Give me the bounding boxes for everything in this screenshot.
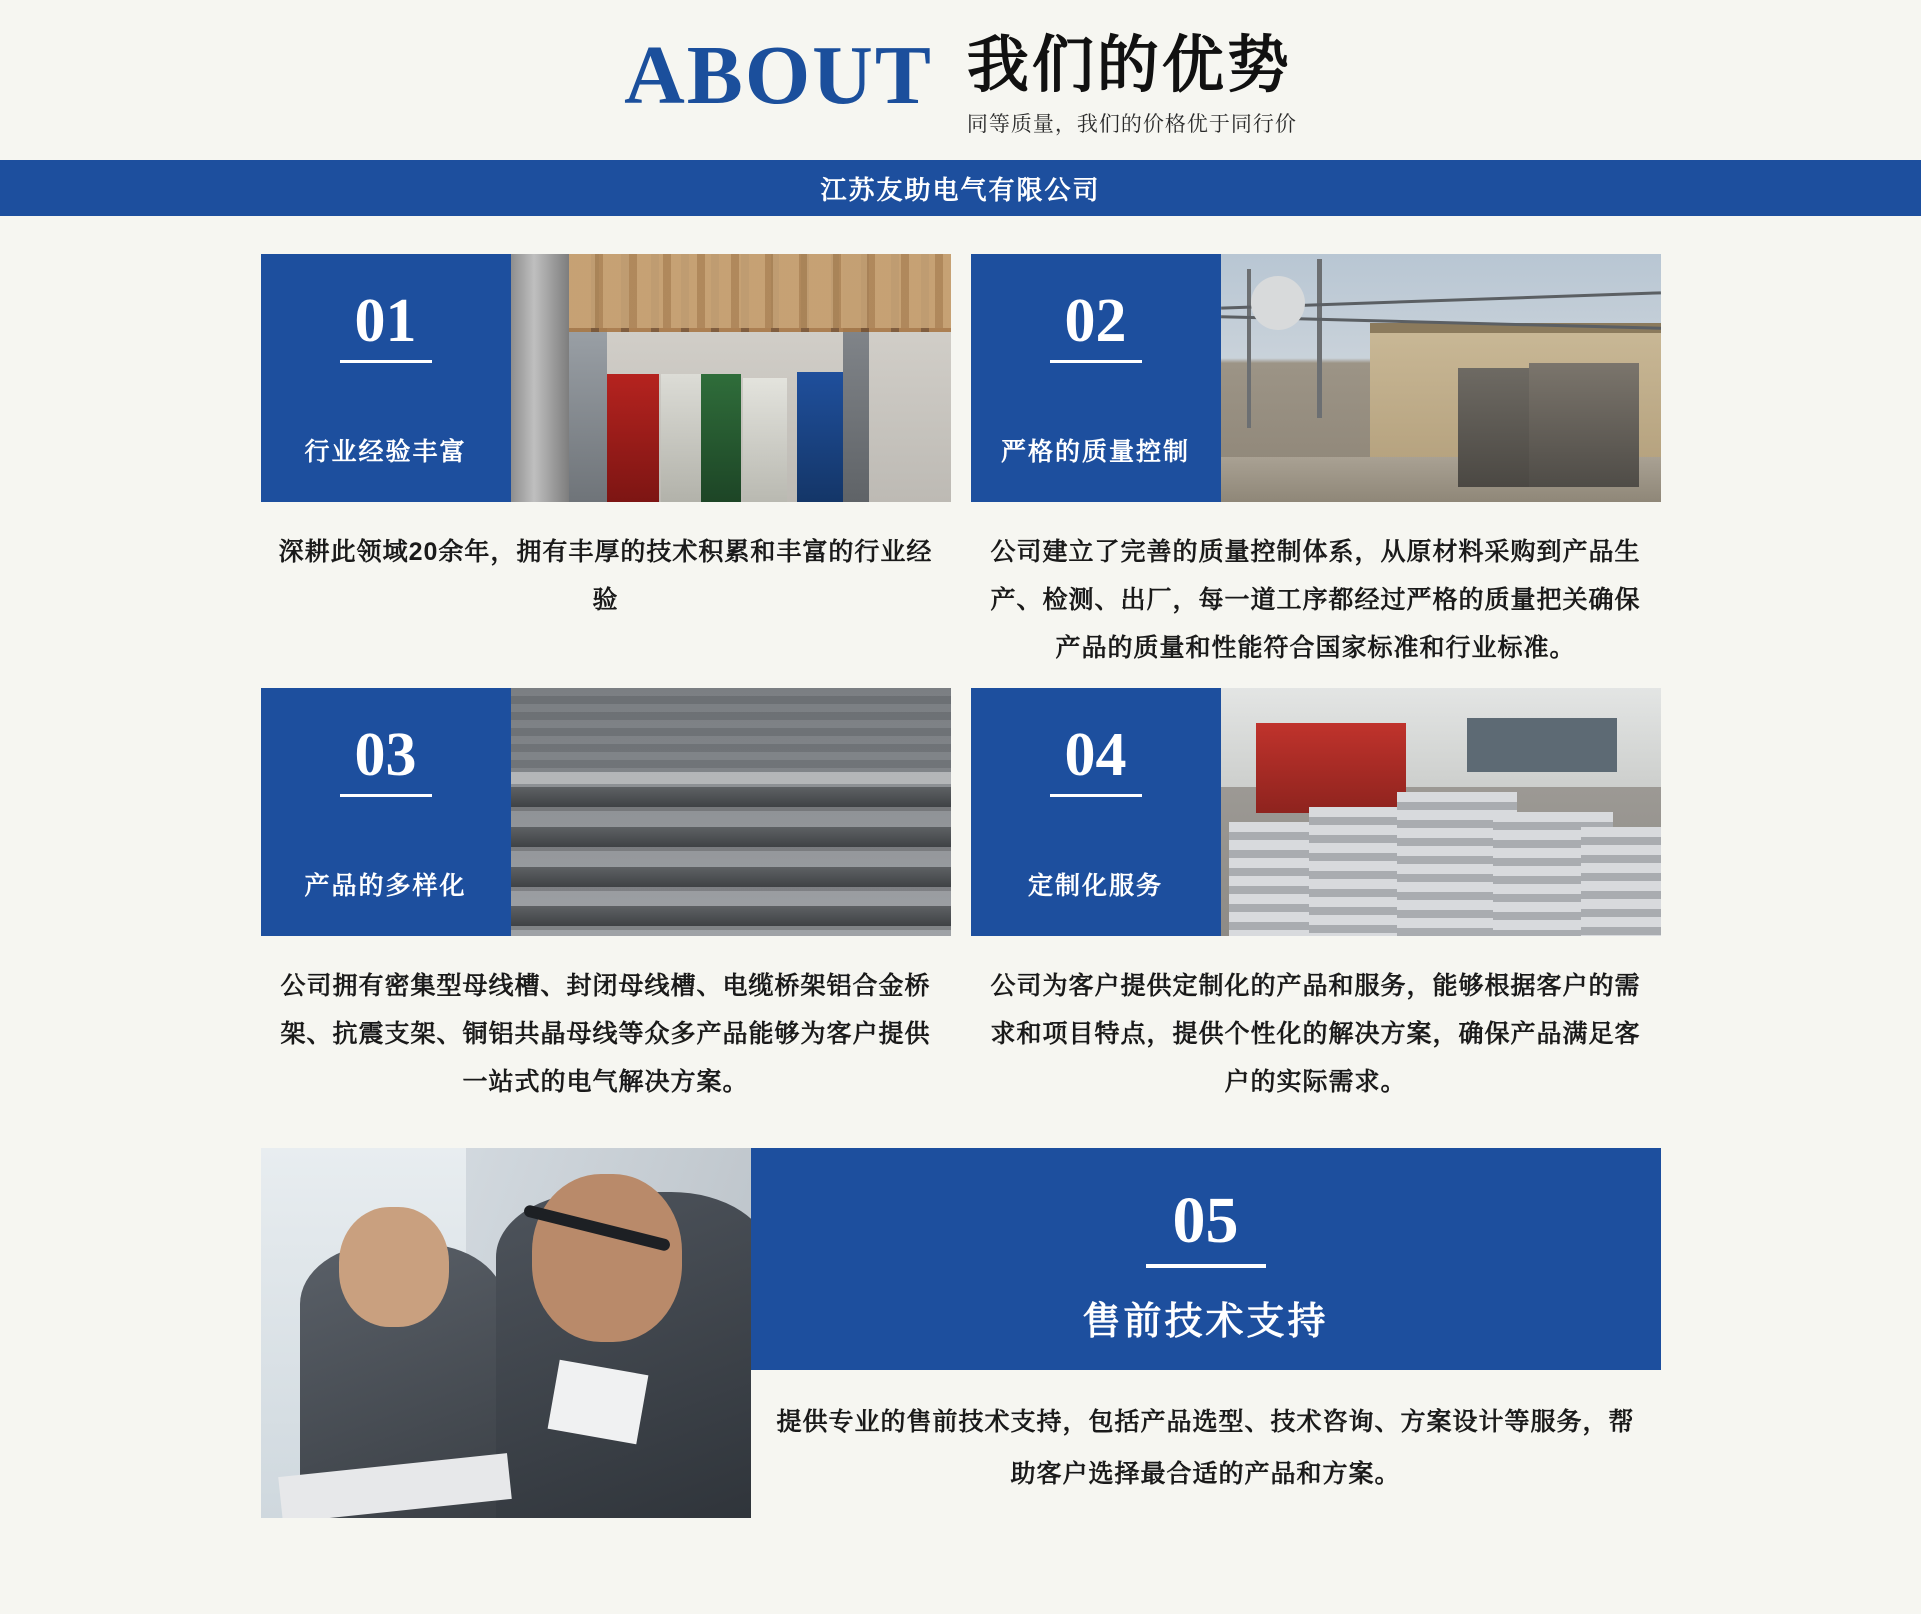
- header-about-en: ABOUT: [624, 29, 933, 122]
- card-media: [971, 688, 1661, 936]
- card-badge-title: 行业经验丰富: [304, 438, 467, 466]
- advantage-cards-grid: [261, 254, 1661, 1122]
- card-badge-title: 产品的多样化: [304, 872, 467, 900]
- page-title: 我们的优势: [966, 31, 1292, 100]
- card-number-rule: [1050, 360, 1142, 363]
- page-subtitle: 同等质量，我们的价格优于同行价: [966, 113, 1297, 136]
- card-description: 公司建立了完善的质量控制体系，从原材料采购到产品生产、检测、出厂，每一道工序都经过严格的质量把关确保产品的质量和性能符合国家标准和行业标准。: [990, 538, 1641, 662]
- card-number: 01: [354, 287, 417, 355]
- substation-photo: [1221, 254, 1661, 502]
- advantage-card: [261, 688, 951, 1122]
- card-number: 05: [1172, 1183, 1239, 1257]
- card-number-rule: [340, 794, 432, 797]
- advantage-card-five: [261, 1148, 1661, 1518]
- company-name-bar: [0, 160, 1921, 216]
- company-name: 江苏友助电气有限公司: [820, 174, 1101, 205]
- card-badge: [971, 254, 1221, 502]
- header-inner: [624, 22, 1297, 138]
- busbar-joint-photo: [511, 254, 951, 502]
- call-center-support-photo: [261, 1148, 751, 1518]
- warehouse-pallets-photo: [1221, 688, 1661, 936]
- page-header: [0, 0, 1921, 160]
- card-number: 03: [354, 721, 417, 789]
- card-media: [261, 688, 951, 936]
- card-badge-title: 定制化服务: [1027, 872, 1163, 900]
- card-badge: [971, 688, 1221, 936]
- card-number-rule: [340, 360, 432, 363]
- card-badge: [261, 254, 511, 502]
- card-description: 公司为客户提供定制化的产品和服务，能够根据客户的需求和项目特点，提供个性化的解决方案，确保产品满足客户的实际需求。: [990, 972, 1641, 1096]
- advantage-card: [971, 688, 1661, 1122]
- card-number-rule: [1050, 794, 1142, 797]
- card-number: 04: [1064, 721, 1127, 789]
- header-title-group: [967, 22, 1297, 138]
- card-description: 公司拥有密集型母线槽、封闭母线槽、电缆桥架铝合金桥架、抗震支架、铜铝共晶母线等众多产品能够为客户提供一站式的电气解决方案。: [280, 972, 931, 1096]
- advantage-card: [261, 254, 951, 688]
- card-badge: [261, 688, 511, 936]
- card-badge-title: 严格的质量控制: [1000, 438, 1190, 466]
- card-five-badge: [751, 1148, 1661, 1370]
- card-media: [261, 254, 951, 502]
- advantage-card: [971, 254, 1661, 688]
- card-five-content: [751, 1148, 1661, 1500]
- cable-tray-stack-photo: [511, 688, 951, 936]
- card-media: [971, 254, 1661, 502]
- card-badge-title: 售前技术支持: [1082, 1300, 1329, 1343]
- card-number-rule: [1146, 1264, 1266, 1268]
- advantages-body: [0, 216, 1921, 1614]
- card-description: 提供专业的售前技术支持，包括产品选型、技术咨询、方案设计等服务，帮助客户选择最合适的产品和方案。: [776, 1408, 1635, 1488]
- card-number: 02: [1064, 287, 1127, 355]
- card-description: 深耕此领域20余年，拥有丰厚的技术积累和丰富的行业经验: [278, 538, 933, 614]
